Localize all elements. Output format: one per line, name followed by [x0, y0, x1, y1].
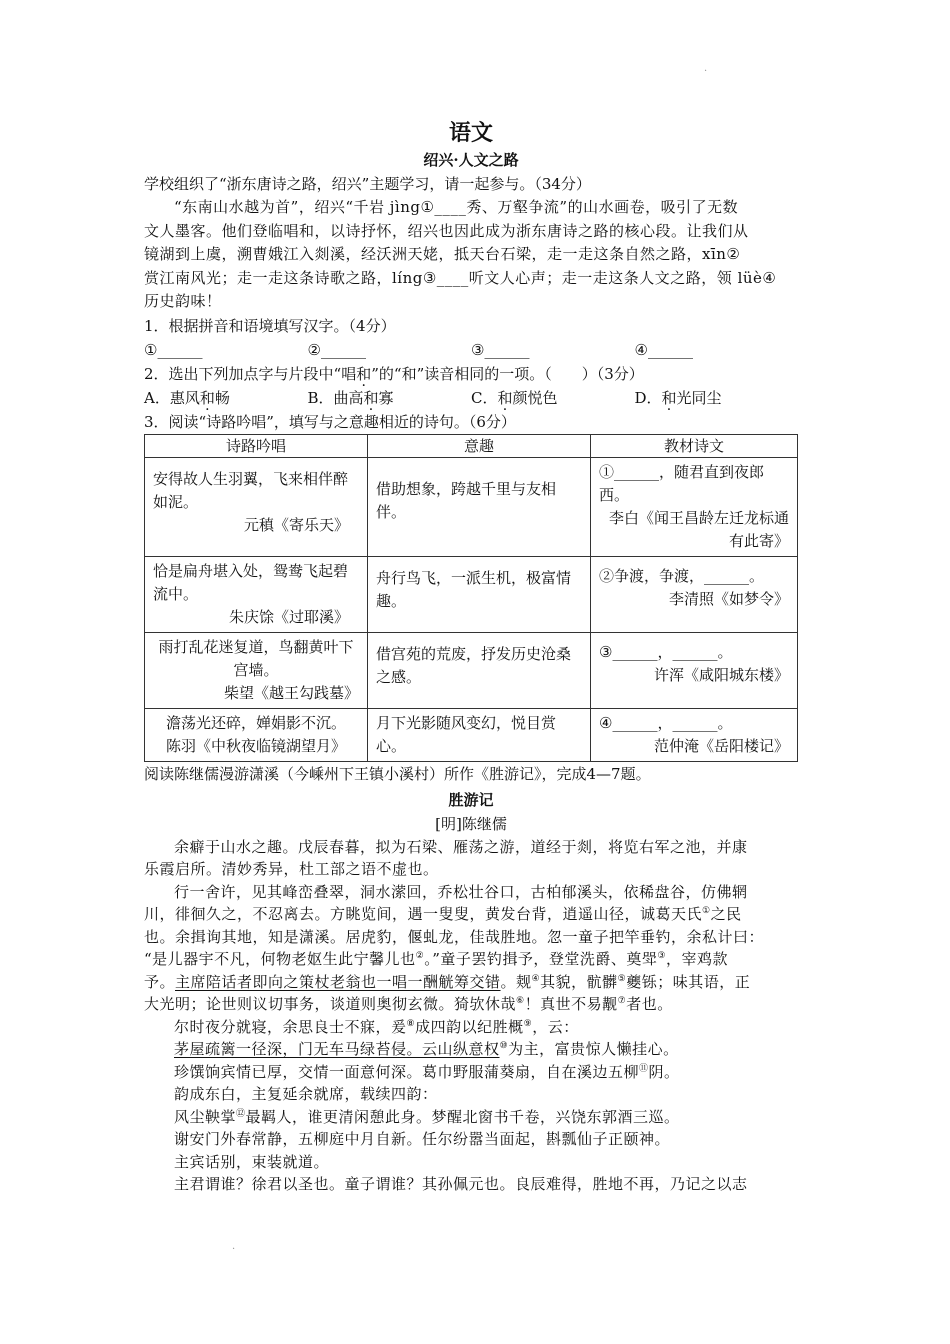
- textbook-line: ④______，______。: [599, 713, 733, 732]
- footnote-mark: ⑥: [516, 996, 525, 1006]
- verse-line: [144, 1038, 798, 1061]
- essay-text: 风尘鞅掌: [174, 1107, 237, 1126]
- underlined-sentence: 主席陪话者即向之策杖老翁也一唱一酬觥筹交错: [175, 972, 501, 991]
- footnote-mark: ⑤: [617, 973, 627, 984]
- essay-text: 之民: [710, 905, 742, 923]
- essay-line: 余癖于山水之趣。戊辰春暮，拟为石梁、雁荡之游，道经于剡，将览右军之池，并康: [174, 837, 748, 856]
- footnote-mark: ⑫: [236, 1108, 246, 1119]
- footnote-mark: ⑪: [639, 1063, 649, 1074]
- textbook-cell[interactable]: [591, 632, 798, 708]
- intro-passage: [144, 196, 798, 314]
- q2-text-pre: 2．选出下列加点字与片段中“唱: [144, 364, 357, 383]
- essay-text: 尔时夜分就寝，余思良士不寐，爰: [174, 1017, 407, 1036]
- poem-table: [144, 434, 798, 762]
- meaning-text: 借助想象，跨越千里与友相伴。: [376, 479, 557, 521]
- table-header-row: [145, 434, 798, 457]
- meaning-text: 舟行鸟飞，一派生机，极富情趣。: [376, 568, 572, 610]
- option-text: B．曲高: [307, 388, 364, 407]
- essay-body: [144, 836, 798, 1196]
- option-a[interactable]: [144, 386, 308, 410]
- textbook-line: ①______，随君直到夜郎西。: [599, 462, 765, 504]
- textbook-cell[interactable]: [591, 556, 798, 632]
- intro-text: 学校组织了“浙东唐诗之路，绍兴”主题学习，请一起参与。（34分）: [144, 175, 591, 193]
- option-c[interactable]: [471, 386, 635, 410]
- table-header: 意趣: [368, 434, 591, 457]
- table-row: [145, 708, 798, 761]
- answer-blank[interactable]: ③______: [471, 340, 530, 359]
- essay-title: 胜游记: [448, 790, 494, 809]
- footnote-mark: ②: [415, 951, 425, 961]
- meaning-cell: [368, 556, 591, 632]
- footnote-mark: ⑨: [523, 1018, 533, 1029]
- essay-line: 乐霞启所。清妙秀异，杜工部之语不虚也。: [144, 860, 439, 878]
- poem-text: 安得故人生羽翼，飞来相伴醉如泥。: [153, 469, 349, 511]
- dotted-char: 和: [661, 388, 677, 407]
- textbook-line: ②争渡，争渡，______。: [599, 566, 765, 585]
- meaning-text: 借宫苑的荒废，抒发历史沧桑之感。: [376, 644, 572, 686]
- document-content: [144, 118, 798, 1196]
- essay-text: ！真世不易觏: [524, 995, 618, 1013]
- footnote-mark: ⑦: [617, 996, 627, 1006]
- essay-line: 也。余揖询其地，知是潇溪。居虎豹，偃虬龙，佳哉胜地。忽一童子把竿垂钓，余私计曰：: [144, 927, 765, 946]
- passage-line: 文人墨客。他们登临唱和，以诗抒怀，绍兴也因此成为浙东唐诗之路的核心段。让我们从: [144, 221, 749, 240]
- table-header: 诗路吟唱: [145, 434, 368, 457]
- option-d[interactable]: [635, 386, 799, 410]
- verse-line: 谢安门外春常静，五柳庭中月自新。任尔纷嚣当面起，斟瓢仙子正颐神。: [174, 1130, 671, 1148]
- option-b[interactable]: [308, 386, 472, 410]
- essay-line: [144, 1016, 798, 1039]
- poem-cell: [145, 457, 368, 556]
- essay-text: 。觌: [500, 972, 532, 991]
- question-1: 1．根据拼音和语境填写汉字。（4分）: [144, 316, 396, 335]
- essay-text: 川，徘徊久之，不忍离去。方眺览间，遇一叟叟，黄发台背，逍遥山径，诚葛天氏: [144, 905, 703, 923]
- dotted-char: 和: [356, 364, 372, 383]
- passage-line: 历史韵味！: [144, 292, 222, 310]
- poem-text: 恰是扁舟堪入处，鸳鸯飞起碧流中。: [153, 561, 349, 603]
- essay-text: ，云：: [532, 1017, 579, 1036]
- textbook-cell[interactable]: [591, 708, 798, 761]
- verse-line: [144, 1061, 798, 1084]
- meaning-cell: [368, 457, 591, 556]
- q2-text-post: ”的“和”读音相同的一项。（ ）（3分）: [371, 364, 644, 383]
- textbook-line: ③______，______。: [599, 642, 733, 661]
- poem-source: 朱庆馀《过耶溪》: [228, 607, 349, 626]
- essay-line: [144, 903, 798, 926]
- table-header: 教材诗文: [591, 434, 798, 457]
- answer-blank[interactable]: ④______: [634, 340, 693, 359]
- answer-blank[interactable]: ①______: [144, 340, 203, 359]
- verse-line: 韵成东白，主复延余就席，载续四韵：: [174, 1085, 438, 1103]
- answer-blank[interactable]: ②______: [307, 340, 366, 359]
- q1-blanks: [144, 338, 798, 362]
- option-text: A．惠风: [144, 388, 200, 407]
- essay-line: 行一舍许，见其峰峦叠翠，洞水潆回，乔松壮谷口，古柏郁溪头，依稀盘谷，仿佛辋: [174, 882, 748, 901]
- option-text: C．: [471, 388, 498, 407]
- poem-cell: [145, 632, 368, 708]
- corner-mark-bottom: ·: [232, 1244, 236, 1255]
- poem-cell: [145, 556, 368, 632]
- verse-line: [144, 1106, 798, 1129]
- textbook-source: 李白《闻王昌龄左迁龙标通有此寄》: [608, 508, 789, 550]
- reading-intro: 阅读陈继儒漫游潇溪（今嵊州下王镇小溪村）所作《胜游记》，完成4—7题。: [144, 764, 651, 783]
- verse-line: 主宾话别，束装就道。: [174, 1152, 330, 1171]
- textbook-source: 李清照《如梦令》: [668, 589, 789, 608]
- footnote-mark: ③: [657, 951, 666, 961]
- essay-text: 夔铄；味其语，正: [626, 972, 751, 991]
- essay-line: [144, 993, 798, 1016]
- doc-title: 语文: [448, 120, 493, 146]
- poem-source: 柴望《越王勾践墓》: [223, 683, 359, 702]
- dotted-char: 和: [497, 388, 513, 407]
- footnote-mark: ①: [702, 906, 711, 916]
- essay-line: [144, 948, 798, 971]
- essay-line: 主君谓谁？徐君以圣也。童子谓谁？其孙佩元也。良辰难得，胜地不再，乃记之以志: [174, 1175, 748, 1193]
- corner-mark-top: ·: [704, 66, 708, 77]
- essay-text: 珍馔饷宾情已厚，交情一面意何深。葛巾野服蒲葵扇，自在溪边五柳: [174, 1062, 640, 1081]
- essay-text: 成四韵以纪胜概: [415, 1017, 524, 1036]
- dotted-char: 和: [199, 388, 215, 407]
- textbook-cell[interactable]: [591, 457, 798, 556]
- essay-text: 。”童子罢钓揖予，登堂洗爵、奠斝: [424, 950, 658, 968]
- essay-text: “是儿器宇不凡，何物老妪生此宁馨儿也: [144, 950, 416, 968]
- essay-text: ，宰鸡款: [666, 950, 729, 968]
- meaning-cell: [368, 632, 591, 708]
- poem-text: 雨打乱花迷复道，鸟翻黄叶下宫墙。: [158, 637, 354, 679]
- poem-source: 元稹《寄乐天》: [243, 515, 349, 534]
- table-row: [145, 457, 798, 556]
- passage-line: 镜湖到上虞，溯曹娥江入剡溪，经沃洲天姥，抵天台石梁，走一走这条自然之路，xīn②: [144, 245, 741, 263]
- question-3: 3．阅读“诗路吟唱”，填写与之意趣相近的诗句。（6分）: [144, 412, 516, 431]
- poem-source: 陈羽《中秋夜临镜湖望月》: [165, 736, 346, 755]
- essay-line: [144, 971, 798, 994]
- option-text: 畅: [214, 388, 230, 407]
- textbook-source: 范仲淹《岳阳楼记》: [653, 736, 789, 755]
- passage-line: “东南山水越为首”，绍兴“千岩 jìng①____秀、万壑争流”的山水画卷，吸引了无数: [174, 198, 739, 216]
- option-text: 寡: [378, 388, 394, 407]
- footnote-mark: ⑧: [406, 1018, 416, 1029]
- table-row: [145, 632, 798, 708]
- poem-cell: [145, 708, 368, 761]
- footnote-mark: ⑩: [499, 1041, 509, 1051]
- essay-text: 为主，富贵惊人懒挂心。: [508, 1040, 679, 1058]
- option-text: 光同尘: [676, 388, 722, 407]
- underlined-verse: 茅屋疏篱一径深，门无车马绿苔侵。云山纵意权: [174, 1040, 500, 1058]
- poem-text: 澹荡光还碎，婵娟影不沉。: [165, 713, 346, 732]
- meaning-cell: [368, 708, 591, 761]
- dotted-char: 和: [363, 388, 379, 407]
- option-text: 颜悦色: [512, 388, 558, 407]
- essay-text: 其貌，骯髒: [540, 972, 618, 991]
- passage-line: 赏江南风光；走一走这条诗歌之路，líng③____听文人心声；走一走这条人文之路，领 lüè④: [144, 268, 777, 287]
- section-title: 绍兴·人文之路: [423, 151, 519, 169]
- essay-author: [明]陈继儒: [435, 814, 507, 833]
- option-text: D．: [634, 388, 662, 407]
- footnote-mark: ④: [531, 973, 541, 984]
- essay-text: 者也。: [626, 995, 673, 1013]
- meaning-text: 月下光影随风变幻，悦目赏心。: [376, 713, 557, 755]
- essay-text: 大光明；论世则议切事务，谈道则奥彻玄微。猗欤休哉: [144, 995, 517, 1013]
- essay-text: 阴。: [648, 1062, 680, 1081]
- essay-text: 最羁人，谁更清闲憩此身。梦醒北窗书千卷，兴饶东郭酒三巡。: [245, 1107, 680, 1126]
- table-row: [145, 556, 798, 632]
- q2-options: [144, 386, 798, 410]
- essay-text: 予。: [144, 972, 176, 991]
- question-2: [144, 362, 798, 386]
- textbook-source: 许浑《咸阳城东楼》: [653, 665, 789, 684]
